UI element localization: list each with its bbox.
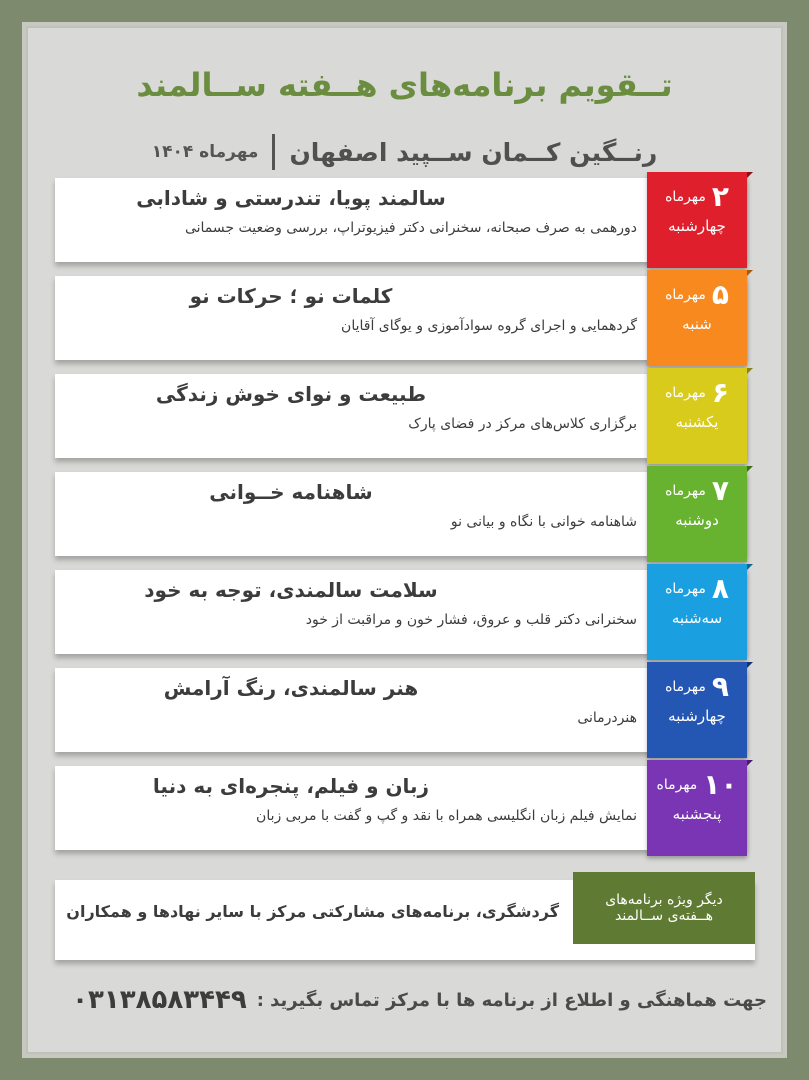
event-title: هنر سالمندی، رنگ آرامش	[163, 676, 419, 700]
event-description: برگزاری کلاس‌های مرکز در فضای پارک	[408, 416, 637, 432]
event-title: کلمات نو ؛ حرکات نو	[189, 284, 393, 308]
subtitle-divider	[272, 134, 275, 170]
event-description: نمایش فیلم زبان انگلیسی همراه با نقد و گپ و گفت با مربی زبان	[256, 808, 637, 824]
subtitle-row	[26, 134, 783, 170]
contact-text: جهت هماهنگی و اطلاع از برنامه ها با مرکز تماس بگیرید :	[256, 989, 767, 1011]
event-weekday: پنجشنبه	[672, 805, 722, 823]
event-date-badge	[647, 564, 747, 660]
event-description: هنردرمانی	[577, 710, 637, 726]
event-date-badge	[647, 466, 747, 562]
event-day-number: ۶	[711, 376, 729, 409]
extra-programs-badge	[573, 872, 755, 944]
event-month: مهرماه	[665, 580, 706, 597]
contact-line	[40, 985, 767, 1015]
event-month: مهرماه	[665, 678, 706, 695]
event-weekday: دوشنبه	[675, 511, 719, 529]
event-weekday: یکشنبه	[675, 413, 719, 431]
event-title: سلامت سالمندی، توجه به خود	[144, 578, 438, 602]
event-month: مهرماه	[665, 482, 706, 499]
event-row	[55, 570, 747, 654]
event-row	[55, 178, 747, 262]
event-description: شاهنامه خوانی با نگاه و بیانی نو	[450, 514, 637, 530]
event-day-number: ۵	[711, 278, 729, 311]
event-row	[55, 472, 747, 556]
event-title: سالمند پویا، تندرستی و شادابی	[136, 186, 446, 210]
event-weekday: چهارشنبه	[668, 217, 726, 235]
event-weekday: شنبه	[682, 315, 712, 333]
event-texts	[65, 578, 637, 628]
contact-phone[interactable]: ۰۳۱۳۸۵۸۳۴۴۹	[72, 985, 247, 1015]
event-month: مهرماه	[665, 384, 706, 401]
event-month: مهرماه	[656, 776, 698, 793]
event-title: شاهنامه خــوانی	[209, 480, 373, 504]
poster-title: تــقویم برنامه‌های هــفته ســالمند	[136, 66, 673, 104]
event-row	[55, 276, 747, 360]
event-texts	[65, 284, 637, 334]
event-date-badge	[647, 270, 747, 366]
event-description: سخنرانی دکتر قلب و عروق، فشار خون و مراقبت از خود	[305, 612, 637, 628]
event-day-number: ۷	[711, 474, 729, 507]
event-title: طبیعت و نوای خوش زندگی	[155, 382, 427, 406]
organization-name: رنــگین کــمان ســپید اصفهان	[289, 137, 658, 167]
extra-badge-line1: دیگر ویژه برنامه‌های	[605, 892, 723, 908]
event-description: گردهمایی و اجرای گروه سوادآموزی و یوگای آقایان	[341, 318, 637, 334]
event-row	[55, 766, 747, 850]
extra-badge-line2: هــفته‌ی ســالمند	[615, 908, 713, 924]
event-weekday: چهارشنبه	[668, 707, 726, 725]
event-texts	[65, 480, 637, 530]
event-day-number: ۲	[711, 180, 729, 213]
extra-programs-text: گردشگری، برنامه‌های مشارکتی مرکز با سایر نهادها و همکاران	[66, 902, 559, 921]
extra-programs-row	[55, 880, 755, 960]
event-day-number: ۱۰	[703, 768, 738, 801]
event-texts	[65, 676, 637, 726]
event-description: دورهمی به صرف صبحانه، سخنرانی دکتر فیزیوتراپ، بررسی وضعیت جسمانی	[184, 220, 637, 236]
event-date-badge	[647, 760, 747, 856]
poster-date: مهرماه ۱۴۰۴	[151, 142, 259, 162]
event-row	[55, 668, 747, 752]
event-month: مهرماه	[665, 188, 706, 205]
event-texts	[65, 774, 637, 824]
event-day-number: ۹	[711, 670, 729, 703]
event-date-badge	[647, 172, 747, 268]
event-row	[55, 374, 747, 458]
event-date-badge	[647, 662, 747, 758]
event-weekday: سه‌شنبه	[671, 609, 723, 627]
event-texts	[65, 382, 637, 432]
event-title: زبان و فیلم، پنجره‌ای به دنیا	[152, 774, 430, 798]
event-day-number: ۸	[711, 572, 729, 605]
event-date-badge	[647, 368, 747, 464]
event-month: مهرماه	[665, 286, 706, 303]
event-texts	[65, 186, 637, 236]
